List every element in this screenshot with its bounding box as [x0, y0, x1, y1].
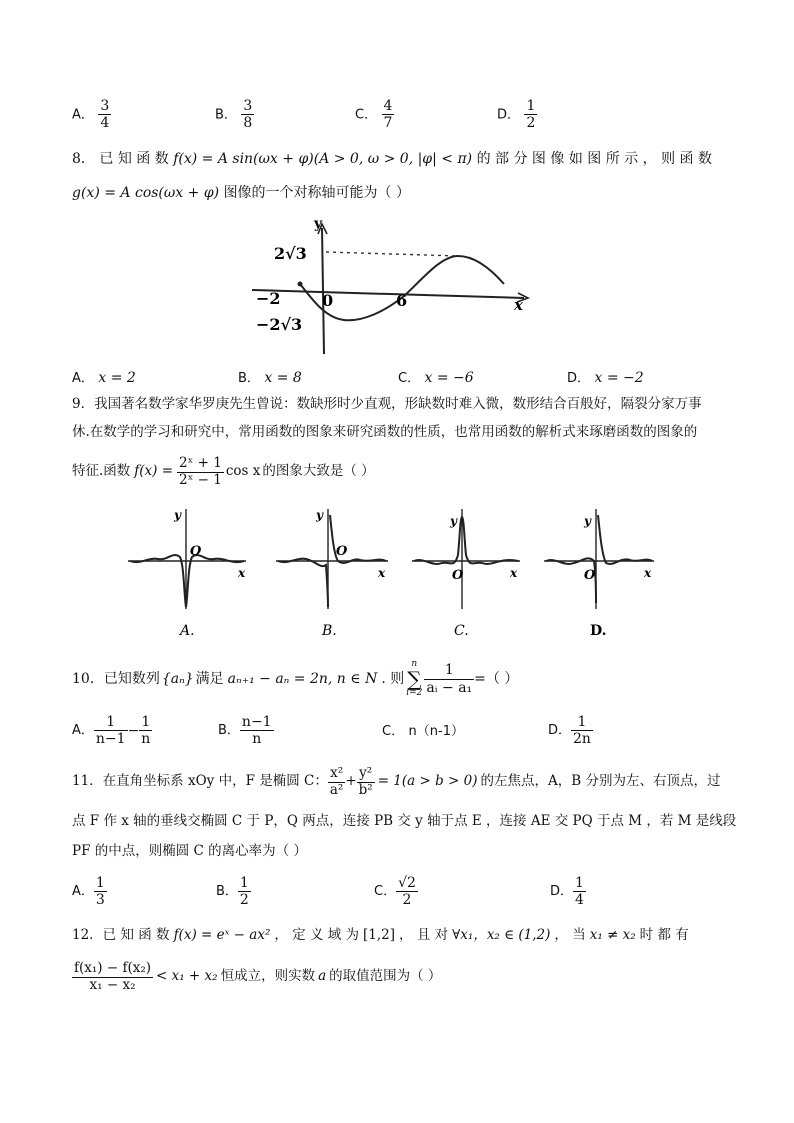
denominator: 4: [575, 892, 584, 909]
x-label: x: [514, 296, 523, 314]
q9-graph-a[interactable]: [128, 508, 246, 639]
max-label: 2√3: [274, 244, 307, 263]
q8-text: 已 知 函 数: [99, 151, 169, 167]
denominator: x₁ − x₂: [72, 977, 153, 994]
q10-option-a[interactable]: [72, 714, 152, 747]
option-label: B．: [216, 884, 238, 900]
q10-text: . 则: [381, 671, 405, 687]
minus-sign: −: [127, 722, 140, 739]
sine-curve: [300, 256, 504, 320]
q9-fx: f(x) =: [134, 463, 174, 480]
option-text: x = 2: [98, 370, 136, 386]
q8-text: 的 部 分 图 像 如 图 所 示 ， 则 函 数: [476, 151, 712, 167]
sum-top: n: [411, 659, 418, 669]
q10-option-d[interactable]: [548, 714, 593, 747]
denominator: 2ˣ − 1: [179, 471, 222, 488]
q11-option-a[interactable]: [72, 875, 107, 908]
q8-option-b[interactable]: [238, 371, 302, 385]
q12-text: 的取值范围为（ ）: [329, 968, 442, 985]
six-label: 6: [396, 291, 408, 310]
min-label: −2√3: [256, 315, 303, 334]
q8-g-function: g(x) = A cos(ωx + φ): [72, 185, 220, 201]
numerator: 4: [383, 98, 393, 114]
q12-text: 12．已 知 函 数: [72, 927, 170, 943]
numerator: y²: [359, 765, 373, 781]
sigma-icon: ∑: [407, 667, 422, 691]
denominator: 8: [243, 115, 253, 132]
q9-line1: 9．我国著名数学家华罗庚先生曾说：数缺形时少直观，形缺数时难入微，数形结合百般好，隔裂分家万事: [72, 396, 702, 412]
plus-sign: +: [345, 773, 357, 790]
q7-option-c[interactable]: [355, 98, 394, 131]
y-label: y: [174, 508, 181, 522]
denominator: a²: [329, 781, 344, 798]
q7-option-a[interactable]: [72, 98, 111, 131]
numerator: 1: [239, 875, 249, 891]
option-label: A．: [72, 884, 94, 900]
q11-line2: 点 F 作 x 轴的垂线交椭圆 C 于 P，Q 两点，连接 PB 交 y 轴于点 E ，连接 AE 交 PQ 于点 M ，若 M 是线段: [72, 813, 737, 829]
q9-graphs: [128, 505, 658, 645]
q8-text: 图像的一个对称轴可能为（ ）: [223, 185, 411, 201]
q11-text: 的左焦点，A，B 分别为左、右顶点，过: [480, 773, 721, 790]
q8-line1: [72, 152, 712, 166]
curve: [546, 515, 652, 603]
denominator: n−1: [95, 731, 126, 748]
option-label: C．: [355, 107, 378, 123]
origin-label: O: [190, 544, 202, 559]
q11-text: 11．在直角坐标系 xOy 中，F 是椭圆 C：: [72, 773, 328, 790]
q8-option-d[interactable]: [567, 371, 644, 385]
numerator: x²: [330, 765, 344, 781]
q10-seq: {aₙ}: [161, 671, 194, 687]
q9-line3: [72, 456, 375, 488]
origin-label: O: [336, 544, 348, 559]
option-label: A．: [72, 107, 94, 123]
denominator: b²: [358, 781, 373, 798]
q12-inequality: < x₁ + x₂: [156, 968, 218, 985]
numerator: 1: [577, 714, 587, 730]
option-label: C．: [398, 371, 421, 386]
option-label: A．: [72, 723, 94, 739]
q9-graph-d[interactable]: [544, 509, 654, 639]
numerator: 1: [575, 875, 584, 891]
q12-neq: x₁ ≠ x₂: [589, 927, 636, 943]
q11-line1: [72, 766, 720, 798]
numerator: 1: [526, 98, 536, 114]
q10-sum: [406, 660, 422, 698]
x-label: x: [644, 566, 652, 580]
caption: B.: [322, 623, 337, 639]
sum-bottom: i=2: [406, 688, 423, 698]
option-label: D．: [548, 723, 572, 739]
origin-label: 0: [322, 291, 334, 310]
q12-text: 时 都 有: [639, 927, 689, 943]
caption: C.: [454, 623, 469, 639]
x-label: x: [510, 566, 518, 580]
numerator: 1: [444, 662, 454, 679]
q11-line3: PF 的中点，则椭圆 C 的离心率为（ ）: [72, 843, 307, 859]
q12-line2: [72, 961, 441, 993]
q9-graph-c[interactable]: [412, 509, 520, 639]
neg-two-label: −2: [256, 289, 281, 308]
q10-text: 10．已知数列: [72, 671, 160, 687]
q11-ellipse-tail: = 1(a > b > 0): [377, 773, 478, 790]
numerator: n−1: [241, 714, 272, 730]
option-label: B．: [218, 723, 240, 739]
denominator: n: [141, 731, 151, 748]
q12-domain: [1,2]: [363, 927, 396, 943]
numerator: f(x₁) − f(x₂): [74, 960, 152, 976]
y-label: y: [314, 216, 323, 232]
q10-line: [72, 660, 518, 698]
numerator: 2ˣ + 1: [179, 455, 222, 471]
numerator: 1: [141, 714, 151, 730]
y-label: y: [450, 514, 457, 528]
q11-option-d[interactable]: [550, 875, 586, 908]
q11-option-b[interactable]: [216, 875, 251, 908]
option-label: A．: [72, 371, 94, 386]
q10-text: 满足: [195, 671, 224, 687]
denominator: 2: [526, 115, 536, 132]
denominator: aᵢ − a₁: [426, 679, 473, 696]
numerator: 1: [106, 714, 116, 730]
q7-option-b[interactable]: [215, 98, 254, 131]
option-text: x = −2: [594, 370, 644, 386]
q9-cos: cos x: [225, 463, 261, 480]
q12-forall: ∀x₁，x₂ ∈ (1,2): [452, 927, 551, 943]
q10-relation: aₙ₊₁ − aₙ = 2n, n ∈ N: [227, 671, 378, 687]
option-text: n（n-1）: [408, 724, 464, 739]
numerator: 1: [95, 875, 105, 891]
q9-text: 的图象大致是（ ）: [262, 463, 375, 480]
option-label: B．: [238, 371, 260, 386]
numerator: 3: [243, 98, 253, 114]
q12-text: ， 定 义 域 为: [274, 927, 360, 943]
q10-option-b[interactable]: [218, 714, 274, 747]
q12-text: ， 且 对: [399, 927, 449, 943]
denominator: 4: [100, 115, 110, 132]
q9-graph-b[interactable]: [276, 508, 388, 639]
denominator: 7: [383, 115, 393, 132]
q8-function: f(x) = A sin(ωx + φ)(A > 0, ω > 0, |φ| < π): [173, 151, 473, 167]
max-dotted-line: [326, 252, 458, 256]
q12-line1: [72, 929, 689, 943]
q8-option-c[interactable]: [398, 371, 474, 385]
q7-option-d[interactable]: [497, 98, 537, 131]
origin-label: O: [452, 568, 464, 583]
numerator: √2: [398, 875, 416, 891]
caption: A.: [180, 623, 195, 639]
q12-a: a: [318, 968, 327, 985]
x-axis: [252, 290, 524, 298]
q10-option-c[interactable]: [382, 724, 464, 738]
denominator: n: [240, 730, 274, 747]
numerator: 3: [100, 98, 110, 114]
caption: D.: [590, 623, 607, 639]
q8-line2: [72, 186, 410, 200]
q12-function: f(x) = eˣ − ax²: [173, 927, 271, 943]
denominator: 2: [239, 892, 249, 909]
denominator: 3: [95, 892, 105, 909]
denominator: 2: [396, 891, 418, 908]
denominator: 2n: [573, 731, 591, 748]
curve: [414, 517, 518, 564]
q8-option-a[interactable]: [72, 371, 136, 385]
y-label: y: [584, 514, 591, 528]
y-label: y: [316, 508, 323, 522]
option-text: x = 8: [264, 370, 302, 386]
q12-text: ， 当: [554, 927, 586, 943]
option-text: x = −6: [424, 370, 474, 386]
origin-label: O: [584, 568, 596, 583]
option-label: D．: [567, 371, 591, 386]
x-label: x: [238, 566, 246, 580]
option-label: D．: [550, 884, 574, 900]
q11-option-c[interactable]: [374, 875, 418, 908]
start-point: [298, 282, 303, 287]
curve: [130, 555, 244, 607]
q9-text: 特征.函数: [72, 463, 131, 480]
option-label: C．: [382, 724, 405, 739]
x-label: x: [378, 566, 386, 580]
q12-text: 恒成立，则实数: [220, 968, 316, 985]
q9-line2: 休.在数学的学习和研究中，常用函数的图象来研究函数的性质，也常用函数的解析式来琢磨函数的图象的: [72, 424, 698, 440]
option-label: B．: [215, 107, 237, 123]
q8-graph: [252, 212, 542, 362]
option-label: C．: [374, 884, 397, 900]
option-label: D．: [497, 107, 521, 123]
q8-number: 8．: [72, 151, 95, 167]
q10-text: =（ ）: [474, 671, 519, 687]
